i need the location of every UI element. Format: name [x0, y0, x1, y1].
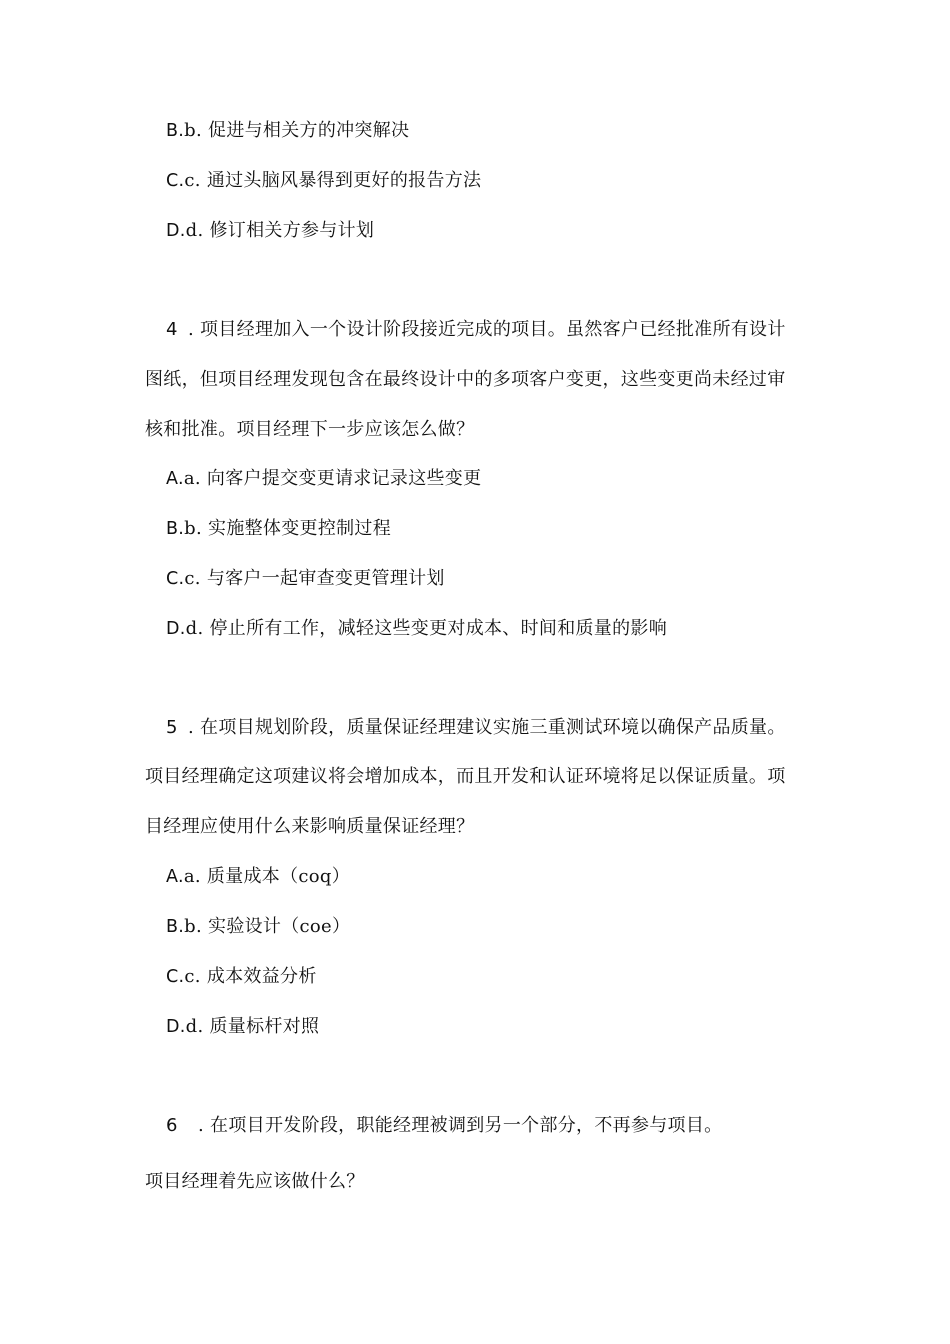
q6-number: 6: [166, 1115, 178, 1136]
option-key: D.: [166, 221, 186, 241]
option-text: b. 实施整体变更控制过程: [184, 518, 392, 539]
q5-option-c: [166, 965, 317, 989]
option-text: a. 质量成本（coq）: [183, 866, 351, 887]
option-text: d. 质量标杆对照: [185, 1016, 320, 1037]
option-text: b. 实验设计（coe）: [184, 916, 351, 937]
q6-text-line-1: . 在项目开发阶段，职能经理被调到另一个部分，不再参与项目。: [198, 1115, 723, 1136]
q6-text-line-2: 项目经理着先应该做什么？: [145, 1171, 365, 1192]
q3-option-c: [166, 169, 481, 193]
option-key: C.: [166, 569, 185, 589]
option-key: D.: [166, 619, 186, 639]
q5-number: 5: [166, 717, 178, 738]
option-key: A.: [166, 867, 184, 887]
q3-option-d: [166, 219, 374, 243]
q5-option-a: [166, 865, 350, 889]
q5-option-b: [166, 915, 350, 939]
option-key: D.: [166, 1017, 186, 1037]
option-text: d. 停止所有工作，减轻这些变更对成本、时间和质量的影响: [185, 618, 668, 639]
option-key: A.: [166, 469, 184, 489]
option-text: d. 修订相关方参与计划: [185, 220, 375, 241]
option-key: B.: [166, 519, 185, 539]
option-text: c. 成本效益分析: [184, 966, 317, 987]
q3-option-b: [166, 119, 409, 143]
q5-text-line-1: . 在项目规划阶段，质量保证经理建议实施三重测试环境以确保产品质量。: [188, 717, 786, 738]
q5-text-line-3: 目经理应使用什么来影响质量保证经理？: [145, 816, 475, 837]
option-text: b. 促进与相关方的冲突解决: [184, 120, 410, 141]
option-key: C.: [166, 171, 185, 191]
q4-option-b: [166, 517, 391, 541]
option-key: B.: [166, 917, 185, 937]
q5-text-line-2: 项目经理确定这项建议将会增加成本，而且开发和认证环境将足以保证质量。项: [145, 766, 786, 787]
q4-option-c: [166, 567, 445, 591]
q4-text-line-3: 核和批准。项目经理下一步应该怎么做？: [145, 419, 475, 440]
q4-option-d: [166, 617, 667, 641]
option-text: c. 与客户一起审查变更管理计划: [184, 568, 445, 589]
option-key: B.: [166, 121, 185, 141]
q4-option-a: [166, 467, 481, 491]
option-text: a. 向客户提交变更请求记录这些变更: [183, 468, 482, 489]
q4-text-line-1: . 项目经理加入一个设计阶段接近完成的项目。虽然客户已经批准所有设计: [188, 319, 786, 340]
q5-option-d: [166, 1015, 319, 1039]
option-text: c. 通过头脑风暴得到更好的报告方法: [184, 170, 482, 191]
option-key: C.: [166, 967, 185, 987]
q4-number: 4: [166, 319, 178, 340]
q4-text-line-2: 图纸，但项目经理发现包含在最终设计中的多项客户变更，这些变更尚未经过审: [145, 369, 786, 390]
